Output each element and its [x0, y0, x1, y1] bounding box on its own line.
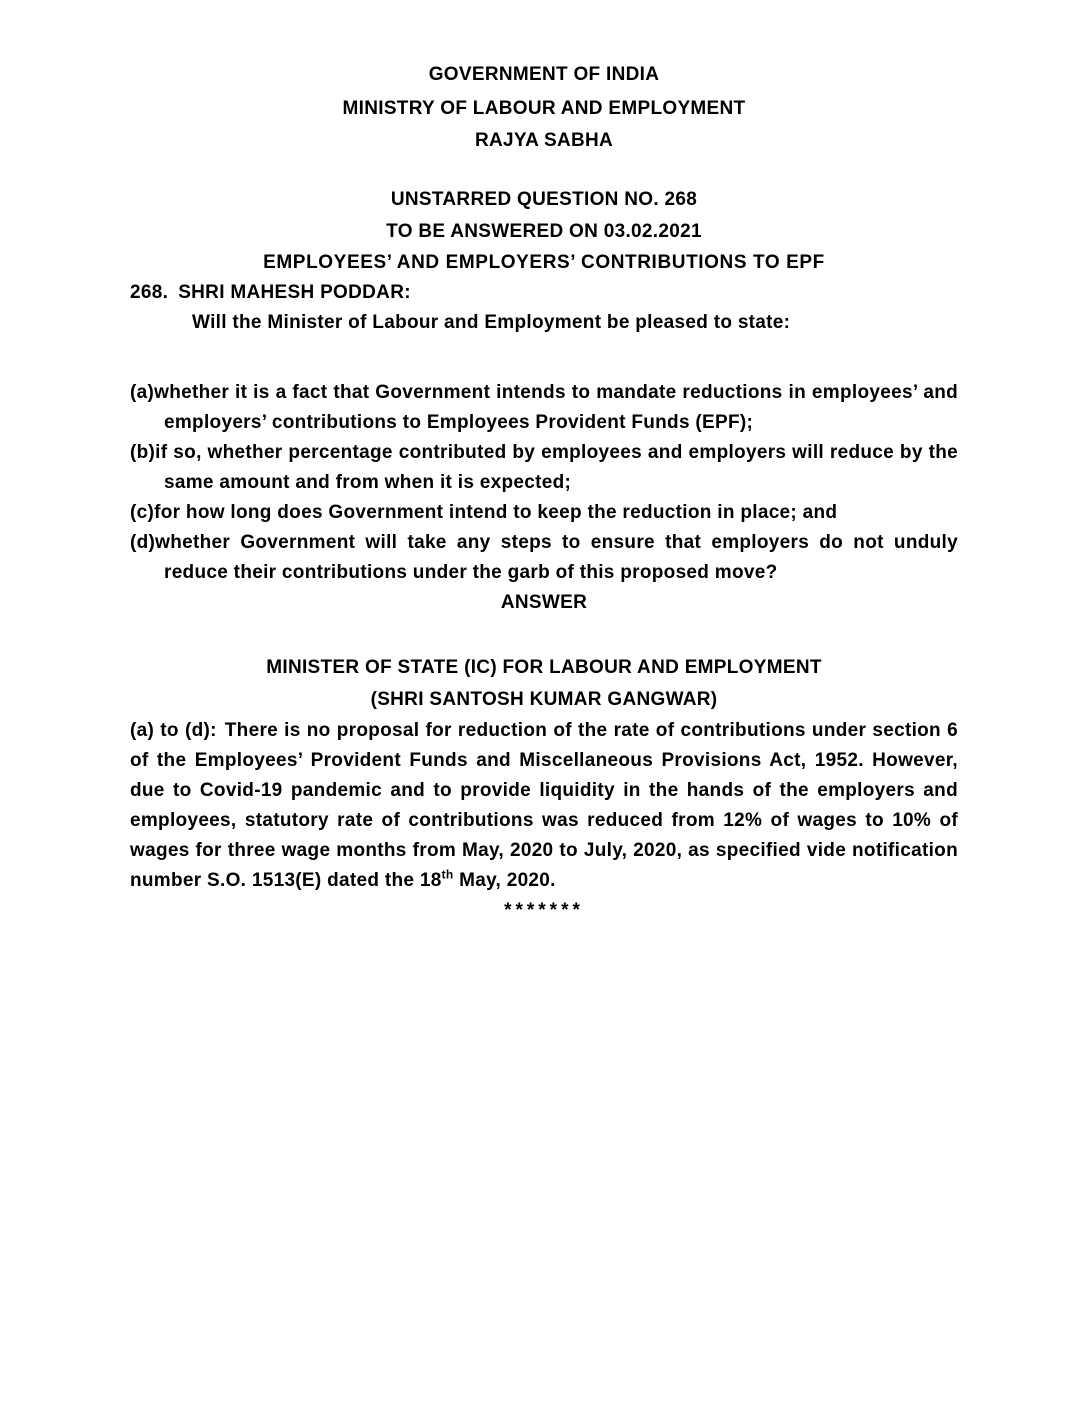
document-header — [130, 58, 958, 126]
part-c-text: for how long does Government intend to keep the reduction in place; and — [154, 502, 838, 523]
government-title: GOVERNMENT OF INDIA — [428, 64, 660, 85]
question-part-c — [130, 498, 958, 528]
question-parts — [130, 378, 958, 588]
answer-reply-main: There is no proposal for reduction of the rate of contributions under section 6 of the Employees’ Provident Funds and Miscellaneous Provisions Act, 1952. However, due to Covid-19 pandemic and to provide liquidity in the hands of the employers and employees, statutory rate of contributions was reduced from 12% of wages to 10% of wages for three wage months from May, 2020 to July, 2020, as specified vide notification number S.O. 1513(E) dated the 18 — [130, 720, 958, 891]
part-d-label: (d) — [130, 532, 156, 553]
footer-stars: ******* — [504, 900, 584, 921]
question-number-line: UNSTARRED QUESTION NO. 268 — [390, 189, 698, 210]
part-d-text: whether Government will take any steps to ensure that employers do not unduly reduce their contributions under the garb of this proposed move? — [155, 532, 958, 583]
part-b-text: if so, whether percentage contributed by employees and employers will reduce by the same amount and from when it is expected; — [155, 442, 958, 493]
member-name: SHRI MAHESH PODDAR: — [178, 282, 411, 303]
part-b-label: (b) — [130, 442, 156, 463]
question-intro: Will the Minister of Labour and Employment be pleased to state: — [192, 312, 791, 333]
minister-block — [130, 652, 958, 716]
ministry-title: MINISTRY OF LABOUR AND EMPLOYMENT — [342, 98, 746, 119]
question-part-b — [130, 438, 958, 498]
member-heading — [130, 278, 958, 308]
subject-line: EMPLOYEES’ AND EMPLOYERS’ CONTRIBUTIONS TO EPF — [263, 252, 825, 273]
question-part-d — [130, 528, 958, 588]
minister-title: MINISTER OF STATE (IC) FOR LABOUR AND EMPLOYMENT — [266, 657, 822, 678]
minister-name: (SHRI SANTOSH KUMAR GANGWAR) — [370, 689, 718, 710]
part-a-label: (a) — [130, 382, 155, 403]
answer-body — [130, 716, 958, 896]
answer-date-line: TO BE ANSWERED ON 03.02.2021 — [386, 221, 702, 242]
answer-heading: ANSWER — [500, 592, 588, 613]
answer-reply-prefix: (a) to (d): — [130, 720, 217, 741]
question-meta-block — [130, 184, 958, 248]
part-c-label: (c) — [130, 502, 155, 523]
house-name: RAJYA SABHA — [474, 130, 614, 151]
answer-reply-end: May, 2020. — [453, 870, 556, 891]
question-number: 268. — [130, 282, 169, 303]
ordinal-suffix: th — [441, 867, 454, 882]
question-part-a — [130, 378, 958, 438]
part-a-text: whether it is a fact that Government intends to mandate reductions in employees’ and employers’ contributions to Employees Provident Funds (EPF); — [154, 382, 958, 433]
